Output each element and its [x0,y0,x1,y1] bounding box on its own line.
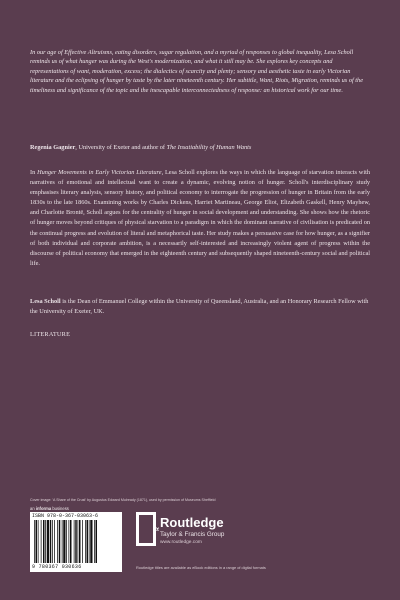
endorser-affiliation: , University of Exeter and author of [75,144,167,151]
endorsement-quote [30,48,370,95]
book-title: Hunger Movements in Early Victorian Literature [37,169,162,176]
author-bio-text: is the Dean of Emmanuel College within the University of Queensland, Australia, and an Honorary Research Fellow with the University of Exeter, UK. [30,298,369,316]
publisher-url[interactable]: www.routledge.com [160,540,202,545]
cover-image-credit: Cover image: 'A Share of the Crust' by Augustus Edward Mulready (1871), used by permission of Museums Sheffield [30,498,216,502]
isbn-barcode [30,512,122,572]
routledge-logo-icon [136,512,161,546]
description-intro: In [30,169,38,176]
imprint-prefix: an [30,506,36,511]
publisher-group: Taylor & Francis Group [160,531,225,538]
barcode-number: 9 780367 030636 [32,564,82,570]
endorsement-attribution [30,143,370,152]
endorser-name: Regenia Gagnier [30,144,76,151]
author-bio [30,297,370,317]
imprint-brand: informa [35,506,52,511]
informa-imprint [30,506,69,511]
barcode-bars [34,520,118,563]
endorser-book-title: The Insatiability of Human Wants [166,144,252,151]
imprint-suffix: business [51,506,69,511]
subject-category: LITERATURE [30,331,71,338]
book-description [30,168,370,269]
publisher-name: Routledge [160,515,224,530]
svg-text:R: R [155,527,161,531]
isbn-label: ISBN 978-0-367-03063-6 [32,513,99,519]
endorsement-text: In our age of Effective Altruisms, eating disorders, sugar regulation, and a myriad of responses to global inequality, Lesa Scholl reminds us of what hunger was during the West's modernization, and what it still may be. She explores key concepts and representations of want, moderation, excess; the dialectics of scarcity and plenty; sensory and aesthetic taste in early Victorian literature and the eclipsing of hunger by taste by the later nineteenth century. Her subtitle, Want, Riots, Migration, reminds us of the timeliness and significance of the topic and the inescapable interconnectedness of response: an historical work for our time. [30,49,363,94]
ebook-note: Routledge titles are available as eBook editions in a range of digital formats [136,565,266,570]
description-text: , Lesa Scholl explores the ways in which the language of starvation interacts with narratives of emotional and intellectual want to create a dynamic, evolving notion of hunger. Scholl's interdisciplinary study emphasises literary analysis, sensory history, and political economy to interrogate the progression of hunger in Britain from the early 1830s to the late 1860s. Examining works by Charles Dickens, Harriet Martineau, George Eliot, Elizabeth Gaskell, Henry Mayhew, and Charlotte Brontë, Scholl argues for the centrality of hunger in social development and understanding. She shows how the rhetoric of hunger moves beyond critiques of physical starvation to a paradigm in which the dominant narrative of civilisation is predicated on the continual progress and evolution of literal and metaphorical taste. Her study makes a persuasive case for how hunger, as a signifier of both individual and corporate ambition, is a necessarily self-interested and increasingly violent agent of progress within the discourse of political economy that emerged in the eighteenth century and subsequently shaped nineteenth-century social and political life. [30,169,370,267]
author-name: Lesa Scholl [30,298,61,305]
